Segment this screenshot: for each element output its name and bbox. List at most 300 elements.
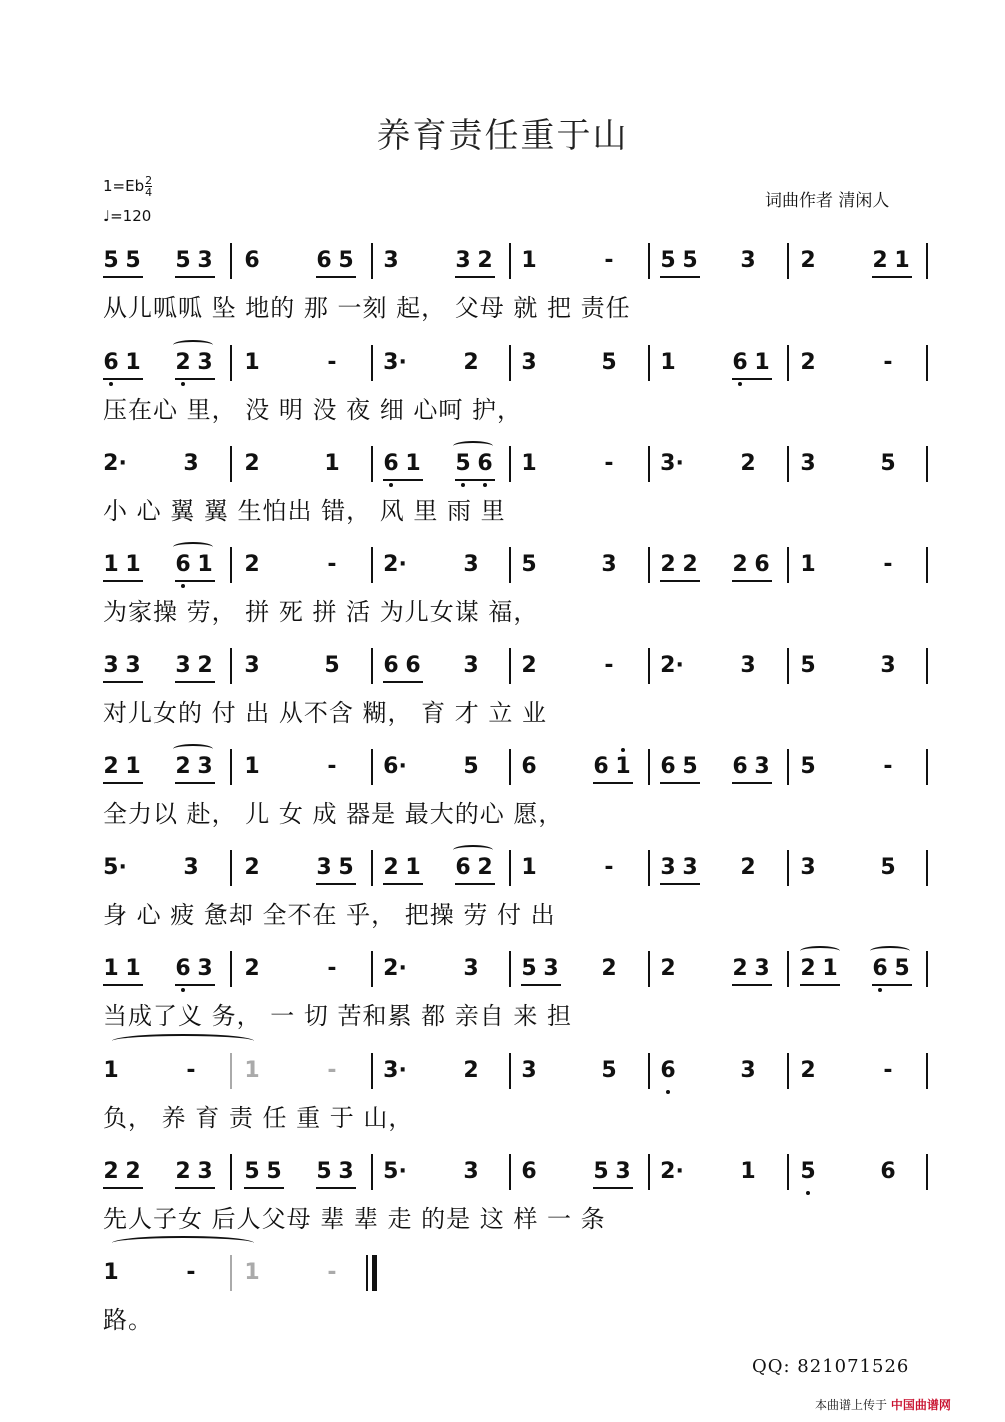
measure: [521, 1149, 649, 1199]
bar-line: [787, 446, 789, 482]
beam-line: [521, 984, 561, 986]
lyric-line: 压在心 里， 没 明 没 夜 细 心呵 护，: [103, 396, 523, 424]
bar-line: [648, 547, 650, 583]
time-signature: $\frac{2}{4}$: [145, 174, 153, 199]
note: 2: [740, 451, 756, 476]
note: 5: [175, 248, 191, 273]
bar-line: [509, 749, 511, 785]
note: 6: [316, 248, 332, 273]
note: 5: [338, 855, 354, 880]
note: 2: [197, 653, 213, 678]
measure: [244, 1048, 372, 1098]
bar-line: [787, 951, 789, 987]
note: 5: [800, 1159, 816, 1184]
note: 6: [521, 754, 537, 779]
note: 1: [754, 350, 770, 375]
beam-line: [175, 782, 215, 784]
note: 3: [383, 248, 399, 273]
note: 5: [316, 1159, 332, 1184]
bar-line: [926, 446, 928, 482]
note: 3: [601, 552, 617, 577]
bar-line: [926, 749, 928, 785]
note: 1: [244, 1260, 260, 1285]
note: 2: [601, 956, 617, 981]
score-line: [0, 441, 1005, 541]
measure: [521, 542, 649, 592]
measure: [660, 238, 788, 288]
measure: [383, 1048, 511, 1098]
note: 3: [183, 451, 199, 476]
note: -: [186, 1058, 196, 1083]
note: 3: [316, 855, 332, 880]
slur: [453, 441, 493, 451]
note: -: [883, 1058, 893, 1083]
key-text: 1=Eb: [103, 177, 145, 195]
bar-line: [509, 648, 511, 684]
bar-line: [371, 951, 373, 987]
low-octave-dot: [738, 382, 742, 386]
beam-line: [732, 782, 772, 784]
bar-line: [371, 749, 373, 785]
note: 2·: [383, 956, 407, 981]
beam-line: [175, 276, 215, 278]
note: 1: [521, 451, 537, 476]
bar-line: [787, 345, 789, 381]
measure: [103, 238, 231, 288]
score-line: [0, 1149, 1005, 1249]
bar-line: [230, 951, 232, 987]
bar-line: [230, 749, 232, 785]
bar-line: [787, 1154, 789, 1190]
bar-line: [366, 1255, 368, 1291]
note: 1: [405, 855, 421, 880]
measure: [383, 845, 511, 895]
note: -: [604, 653, 614, 678]
lyric-line: 从儿呱呱 坠 地的 那 一刻 起， 父母 就 把 责任: [103, 294, 631, 322]
note: 2: [103, 754, 119, 779]
beam-line: [103, 1187, 143, 1189]
note: 3·: [383, 350, 407, 375]
note: 1: [103, 552, 119, 577]
bar-line: [230, 243, 232, 279]
measure: [521, 441, 649, 491]
note: 6: [477, 451, 493, 476]
note: 1: [125, 552, 141, 577]
note: 6: [732, 754, 748, 779]
measure: [103, 946, 231, 996]
bar-line: [371, 648, 373, 684]
measure: [103, 441, 231, 491]
note: 6: [872, 956, 888, 981]
bar-line: [648, 951, 650, 987]
note: 5: [324, 653, 340, 678]
lyric-line: 全力以 赴， 儿 女 成 器是 最大的心 愿，: [103, 800, 564, 828]
high-octave-dot: [621, 748, 625, 752]
measure: [103, 542, 231, 592]
bar-line: [230, 1053, 232, 1089]
bar-line: [648, 749, 650, 785]
note: 3: [197, 956, 213, 981]
measure: [244, 845, 372, 895]
note: 6: [244, 248, 260, 273]
low-octave-dot: [461, 483, 465, 487]
beam-line: [660, 276, 700, 278]
note: 1: [103, 1058, 119, 1083]
score-line: [0, 845, 1005, 945]
note: 1: [894, 248, 910, 273]
measure: [521, 238, 649, 288]
note: 2: [800, 350, 816, 375]
note: 1: [244, 754, 260, 779]
bar-line: [648, 243, 650, 279]
measure: [383, 441, 511, 491]
note: 3: [463, 956, 479, 981]
measure: [244, 1250, 372, 1300]
bar-line: [648, 850, 650, 886]
bar-line: [371, 1154, 373, 1190]
note: 2: [463, 1058, 479, 1083]
beam-line: [244, 1187, 284, 1189]
low-octave-dot: [666, 1090, 670, 1094]
measure: [521, 643, 649, 693]
slur: [870, 946, 910, 956]
bar-line: [230, 446, 232, 482]
note: 3: [197, 248, 213, 273]
slur: [800, 946, 840, 956]
measure: [660, 542, 788, 592]
note: 2: [244, 451, 260, 476]
measure: [103, 1149, 231, 1199]
bar-line: [926, 345, 928, 381]
note: -: [327, 552, 337, 577]
low-octave-dot: [181, 382, 185, 386]
measure: [383, 744, 511, 794]
beam-line: [872, 984, 912, 986]
bar-line: [509, 951, 511, 987]
note: -: [604, 248, 614, 273]
beam-line: [103, 580, 143, 582]
measure: [521, 1048, 649, 1098]
note: 5: [880, 855, 896, 880]
note: 6: [175, 552, 191, 577]
measure: [103, 340, 231, 390]
note: -: [883, 350, 893, 375]
note: 1: [615, 754, 631, 779]
measure: [800, 643, 928, 693]
lyric-line: 身 心 疲 惫却 全不在 乎， 把操 劳 付 出: [103, 901, 556, 929]
measure: [660, 1149, 788, 1199]
score-line: [0, 946, 1005, 1046]
note: 2·: [383, 552, 407, 577]
note: -: [327, 350, 337, 375]
bar-line: [509, 243, 511, 279]
note: 2: [244, 855, 260, 880]
measure: [660, 1048, 788, 1098]
note: 5: [455, 451, 471, 476]
note: -: [883, 754, 893, 779]
score-line: [0, 340, 1005, 440]
measure: [383, 1149, 511, 1199]
score-line: [0, 1250, 1005, 1350]
note: 5: [244, 1159, 260, 1184]
bar-line: [926, 1053, 928, 1089]
measure: [800, 1149, 928, 1199]
note: 2: [477, 855, 493, 880]
beam-line: [103, 782, 143, 784]
note: 3: [197, 350, 213, 375]
site-footer: 本曲谱上传于 中国曲谱网: [815, 1398, 951, 1412]
bar-line: [787, 648, 789, 684]
note: 3: [660, 855, 676, 880]
note: 5: [338, 248, 354, 273]
note: 1: [740, 1159, 756, 1184]
note: 1: [405, 451, 421, 476]
note: 6: [593, 754, 609, 779]
lyric-line: 为家操 劳， 拼 死 拼 活 为儿女谋 福，: [103, 598, 539, 626]
measure: [244, 441, 372, 491]
slur: [453, 845, 493, 855]
score-line: [0, 1048, 1005, 1148]
bar-line: [371, 345, 373, 381]
bar-line: [926, 850, 928, 886]
note: 3: [103, 653, 119, 678]
note: 6·: [383, 754, 407, 779]
note: 5·: [383, 1159, 407, 1184]
note: -: [327, 956, 337, 981]
note: 5: [125, 248, 141, 273]
note: 3: [754, 754, 770, 779]
bar-line: [371, 850, 373, 886]
beam-line: [455, 883, 495, 885]
note: 2: [477, 248, 493, 273]
beam-line: [383, 479, 423, 481]
measure: [103, 1250, 231, 1300]
note: 3: [800, 451, 816, 476]
beam-line: [872, 276, 912, 278]
low-octave-dot: [483, 483, 487, 487]
note: 2·: [103, 451, 127, 476]
note: -: [186, 1260, 196, 1285]
note: 3: [521, 350, 537, 375]
measure: [800, 340, 928, 390]
measure: [800, 845, 928, 895]
note: 3: [244, 653, 260, 678]
beam-line: [175, 580, 215, 582]
bar-line: [509, 345, 511, 381]
note: 2: [175, 754, 191, 779]
low-octave-dot: [878, 988, 882, 992]
note: -: [604, 451, 614, 476]
note: 6: [383, 451, 399, 476]
bar-line: [648, 1154, 650, 1190]
measure: [800, 946, 928, 996]
note: 2: [872, 248, 888, 273]
note: 3·: [660, 451, 684, 476]
note: 6: [660, 1058, 676, 1083]
note: 5: [521, 552, 537, 577]
measure: [383, 643, 511, 693]
note: 2: [800, 1058, 816, 1083]
bar-line: [926, 547, 928, 583]
beam-line: [103, 984, 143, 986]
beam-line: [103, 378, 143, 380]
low-octave-dot: [181, 988, 185, 992]
note: 2: [800, 956, 816, 981]
note: 1: [125, 350, 141, 375]
note: 6: [754, 552, 770, 577]
lyric-line: 小 心 翼 翼 生怕出 错， 风 里 雨 里: [103, 497, 506, 525]
score-line: [0, 643, 1005, 743]
beam-line: [175, 984, 215, 986]
bar-line: [787, 243, 789, 279]
bar-line: [509, 1154, 511, 1190]
bar-line: [926, 648, 928, 684]
measure: [800, 542, 928, 592]
score-line: [0, 542, 1005, 642]
bar-line: [787, 1053, 789, 1089]
measure: [521, 340, 649, 390]
slur: [173, 340, 213, 350]
bar-line: [926, 1154, 928, 1190]
note: 2: [740, 855, 756, 880]
measure: [383, 542, 511, 592]
measure: [800, 238, 928, 288]
beam-line: [593, 782, 633, 784]
note: 3: [197, 754, 213, 779]
bar-line: [648, 648, 650, 684]
note: 2: [125, 1159, 141, 1184]
note: 6: [660, 754, 676, 779]
low-octave-dot: [109, 382, 113, 386]
note: 3: [183, 855, 199, 880]
slur: [173, 744, 213, 754]
measure: [521, 845, 649, 895]
note: 1: [125, 754, 141, 779]
slur: [173, 542, 213, 552]
low-octave-dot: [181, 584, 185, 588]
note: 6: [103, 350, 119, 375]
note: 3: [521, 1058, 537, 1083]
note: 5: [103, 248, 119, 273]
note: 5: [266, 1159, 282, 1184]
bar-line: [926, 951, 928, 987]
beam-line: [800, 984, 840, 986]
beam-line: [732, 984, 772, 986]
note: 3: [615, 1159, 631, 1184]
note: -: [327, 1260, 337, 1285]
measure: [244, 946, 372, 996]
bar-line: [509, 1053, 511, 1089]
note: 5: [593, 1159, 609, 1184]
measure: [244, 340, 372, 390]
measure: [800, 441, 928, 491]
measure: [103, 643, 231, 693]
note: 2: [732, 956, 748, 981]
beam-line: [175, 681, 215, 683]
note: 2: [521, 653, 537, 678]
note: 3: [463, 552, 479, 577]
tie-arc: [112, 1236, 254, 1250]
bar-line: [648, 345, 650, 381]
note: 5: [800, 754, 816, 779]
composer-credit: 词曲作者 清闲人: [765, 191, 890, 211]
qq-contact: QQ: 821071526: [752, 1356, 910, 1377]
note: 3: [682, 855, 698, 880]
low-octave-dot: [389, 483, 393, 487]
note: 2: [383, 855, 399, 880]
measure: [244, 744, 372, 794]
lyric-line: 先人子女 后人父母 辈 辈 走 的是 这 样 一 条: [103, 1205, 606, 1233]
note: 3: [543, 956, 559, 981]
beam-line: [383, 883, 423, 885]
note: 6: [175, 956, 191, 981]
note: 1: [800, 552, 816, 577]
note: 5: [601, 350, 617, 375]
tempo-value: =120: [110, 207, 152, 225]
measure: [660, 643, 788, 693]
bar-line: [230, 1154, 232, 1190]
note: 5·: [103, 855, 127, 880]
measure: [244, 643, 372, 693]
bar-line: [787, 749, 789, 785]
measure: [383, 238, 511, 288]
bar-line: [787, 850, 789, 886]
bar-line: [230, 648, 232, 684]
score-line: [0, 238, 1005, 338]
note: 5: [880, 451, 896, 476]
note: 2: [800, 248, 816, 273]
note: 2: [103, 1159, 119, 1184]
note: 3: [740, 1058, 756, 1083]
final-bar-line: [372, 1255, 377, 1291]
measure: [103, 1048, 231, 1098]
note: 2: [175, 350, 191, 375]
measure: [244, 542, 372, 592]
note: 5: [601, 1058, 617, 1083]
measure: [660, 441, 788, 491]
tie-arc: [112, 1034, 254, 1048]
note: 2: [463, 350, 479, 375]
note: 1: [660, 350, 676, 375]
beam-line: [316, 883, 356, 885]
note: 6: [732, 350, 748, 375]
note: 3: [125, 653, 141, 678]
note: 3: [740, 248, 756, 273]
beam-line: [732, 580, 772, 582]
note: 3: [463, 653, 479, 678]
measure: [521, 946, 649, 996]
measure: [800, 1048, 928, 1098]
bar-line: [230, 547, 232, 583]
beam-line: [175, 378, 215, 380]
beam-line: [660, 883, 700, 885]
beam-line: [660, 782, 700, 784]
note: -: [604, 855, 614, 880]
lyric-line: 对儿女的 付 出 从不含 糊， 育 才 立 业: [103, 699, 548, 727]
note: 5: [682, 248, 698, 273]
note: 1: [244, 1058, 260, 1083]
lyric-line: 负， 养 育 责 任 重 于 山，: [103, 1104, 414, 1132]
note: 3: [175, 653, 191, 678]
note: 2: [732, 552, 748, 577]
measure: [660, 340, 788, 390]
measure: [800, 744, 928, 794]
note: 5: [660, 248, 676, 273]
note: 3·: [383, 1058, 407, 1083]
measure: [103, 845, 231, 895]
note: 1: [103, 1260, 119, 1285]
lyric-line: 当成了义 务， 一 切 苦和累 都 亲自 来 担: [103, 1002, 573, 1030]
